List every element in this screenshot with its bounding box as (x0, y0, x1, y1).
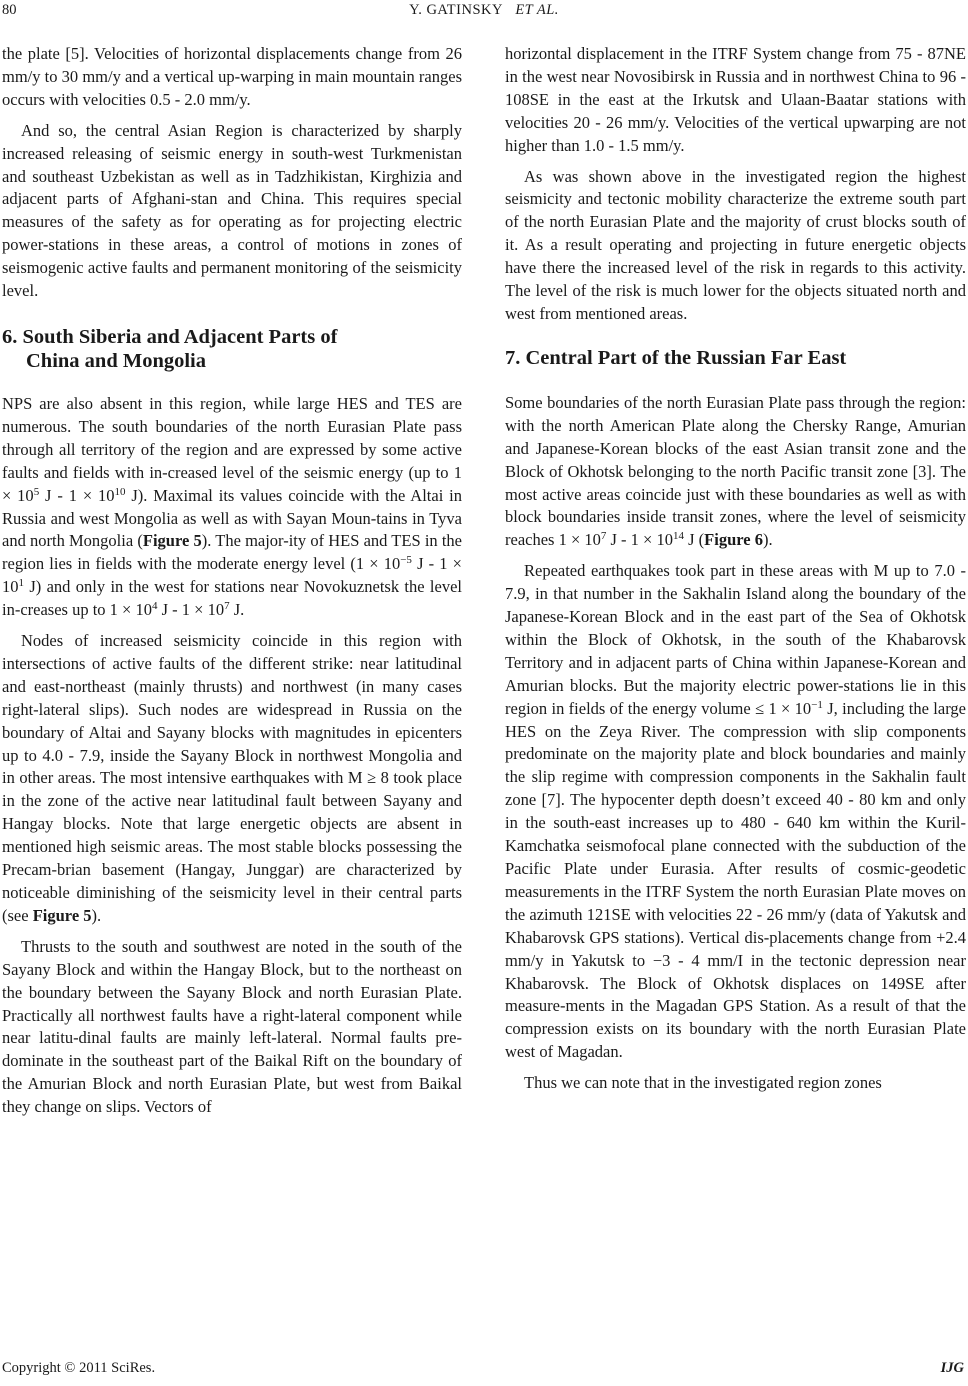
copyright-notice: Copyright © 2011 SciRes. (2, 1360, 156, 1376)
journal-abbreviation: IJG (940, 1360, 964, 1376)
running-title-authors: Y. GATINSKY (409, 2, 503, 18)
left-paragraph-4: Nodes of increased seismicity coincide in this region with intersections of active faults of the different strike: near latitudinal and east-northeast (mainly thrusts) and northwest (in many cases right-lateral slips). Such nodes are widespread in Russia on the boundary of Altai and Sayany blocks with magnitudes in epicenters up to 4.0 - 7.9, inside the Sayany Block in northwest Mongolia and in other areas. The most intensive earthquakes with M ≥ 8 took place in the zone of the active near latitudinal fault between Sayany and Hangay blocks. Note that large energetic objects are absent in mentioned high seismic areas. The most stable blocks possessing the Precam-brian basement (Hangay, Junggar) are characterized by noticeable diminishing of the seismicity level in their central parts (see Figure 5). (2, 631, 462, 925)
running-title-etal: ET AL. (515, 2, 559, 18)
left-column (2, 43, 462, 1127)
right-paragraph-5: Thus we can note that in the investigated region zones (524, 1073, 882, 1093)
left-paragraph-5: Thrusts to the south and southwest are noted in the south of the Sayany Block and within the Hangay Block, but to the northeast on the boundary between the Sayany Block and north Eurasian Plate. Practically all northwest faults have a right-lateral component while near latitu-dinal faults are mainly left-lateral. Normal faults pre-dominate in the southeast part of the Baikal Rift on the boundary of the Amurian Block and north Eurasian Plate, but west from Baikal they change on slips. Vectors of (2, 936, 462, 1117)
right-paragraph-2: As was shown above in the investigated region the highest seismicity and tectonic mobility characterize the extreme south part of the north Eurasian Plate and the majority of crust blocks south of it. As a result operating and projecting in future energetic objects have there the increased level of the risk in regards to this activity. The level of the risk is much lower for the objects situated north and west from mentioned areas. (505, 166, 966, 323)
right-paragraph-4: Repeated earthquakes took part in these areas with M up to 7.0 - 7.9, in that number in the Sakhalin Island along the boundary of the Japanese-Korean Block and in the east part of the Sea of Okhotsk within the Block of Okhotsk, in the south of the Khabarovsk Territory and in adjacent parts of China within Japanese-Korean and Amurian blocks. But the majority electric power-stations lie in this region in fields of the energy volume ≤ $1 \times 10^{-1}$ J, including the large HES on the Zeya River. The compression with slip components predominate on the majority plate and block boundaries and mainly the slip regime with compression components in the Sakhalin fault zone [7]. The hypocenter depth doesn’t exceed 40 - 80 km and only in the south-east increases up to 480 - 640 km within the Kuril-Kamchatka seismofocal plane connected with the subduction of the Pacific Plate under Eurasia. After results of cosmic-geodetic measurements in the ITRF System the north Eurasian Plate moves on the azimuth 121SE with velocities 22 - 26 mm/y (data of Yakutsk and Khabarovsk GPS stations). Vertical dis-placements change from +2.4 mm/y in Yakutsk to −3 - 4 mm/I in the tectonic depression near Khabarovsk. The Block of Okhotsk displaces on 149SE after measure-ments in the Magadan GPS Station. As a result of that the compression exists on its boundary with the north Eurasian Plate west of Magadan. (505, 561, 966, 1062)
page-footer (0, 1360, 968, 1382)
left-paragraph-3: NPS are also absent in this region, while large HES and TES are numerous. The south boundaries of the north Eurasian Plate pass through all territory of the region and are expressed by some active faults and fields with in-creased level of the seismic energy (up to $1 \times 10^5$ $J - 1 \times 10^{10}$ J). Maximal its values coincide with the Altai in Russia and west Mongolia as well as with Sayan Moun-tains in Tyva and north Mongolia (Figure 5). The major-ity of HES and TES in the region lies in fields with the moderate energy level ($1 \times 10^{-5}$ $J - 1 \times 10^1$ J) and only in the west for stations near Novokuznetsk the level in-creases up to $1 \times 10^4$ $J - 1 \times 10^7$ J. (2, 393, 462, 620)
page-header (0, 2, 968, 24)
right-paragraph-3: Some boundaries of the north Eurasian Plate pass through the region: with the north American Plate along the Chersky Range, Amurian and Japanese-Korean blocks of the east Asian transit zone and the Block of Okhotsk belonging to the north Pacific transit zone [3]. The most active areas coincide just with these boundaries as well as with block boundaries inside transit zones, where the level of seismicity reaches $1 \times 10^7$ $J - 1 \times 10^{14}$ J (Figure 6). (505, 392, 966, 550)
left-paragraph-2: And so, the central Asian Region is characterized by sharply increased releasing of seismic energy in south-west Turkmenistan and southeast Uzbekistan as well as in Tadzhikistan, Kirghizia and adjacent parts of Afghani-stan and China. This requires special measures of the safety as for operating as for projecting electric power-stations in these areas, a control of motions in zones of seismogenic active faults and permanent monitoring of the seismicity level. (2, 120, 462, 301)
figure-6-reference: Figure 6 (704, 530, 763, 550)
running-title (0, 2, 968, 19)
page-number: 80 (2, 2, 17, 18)
right-column (505, 43, 966, 1103)
figure-5-reference: Figure 5 (32, 905, 92, 925)
section-6-heading-line-2: China and Mongolia (26, 349, 206, 372)
figure-5-reference: Figure 5 (142, 531, 202, 551)
section-7-heading: 7. Central Part of the Russian Far East (505, 346, 847, 369)
right-paragraph-1: horizontal displacement in the ITRF System change from 75 - 87NE in the west near Novosibirsk in Russia and in northwest China to 96 - 108SE in the east at the Irkutsk and Ulaan-Baatar stations with velocities 20 - 26 mm/y. Velocities of the vertical upwarping are not higher than 1.0 - 1.5 mm/y. (505, 44, 966, 155)
left-paragraph-1: the plate [5]. Velocities of horizontal displacements change from 26 mm/y to 30 mm/y and a vertical up-warping in main mountain ranges occurs with velocities 0.5 - 2.0 mm/y. (2, 44, 462, 109)
section-6-heading-line-1: 6. South Siberia and Adjacent Parts of (2, 325, 338, 348)
section-6-heading (2, 325, 462, 373)
